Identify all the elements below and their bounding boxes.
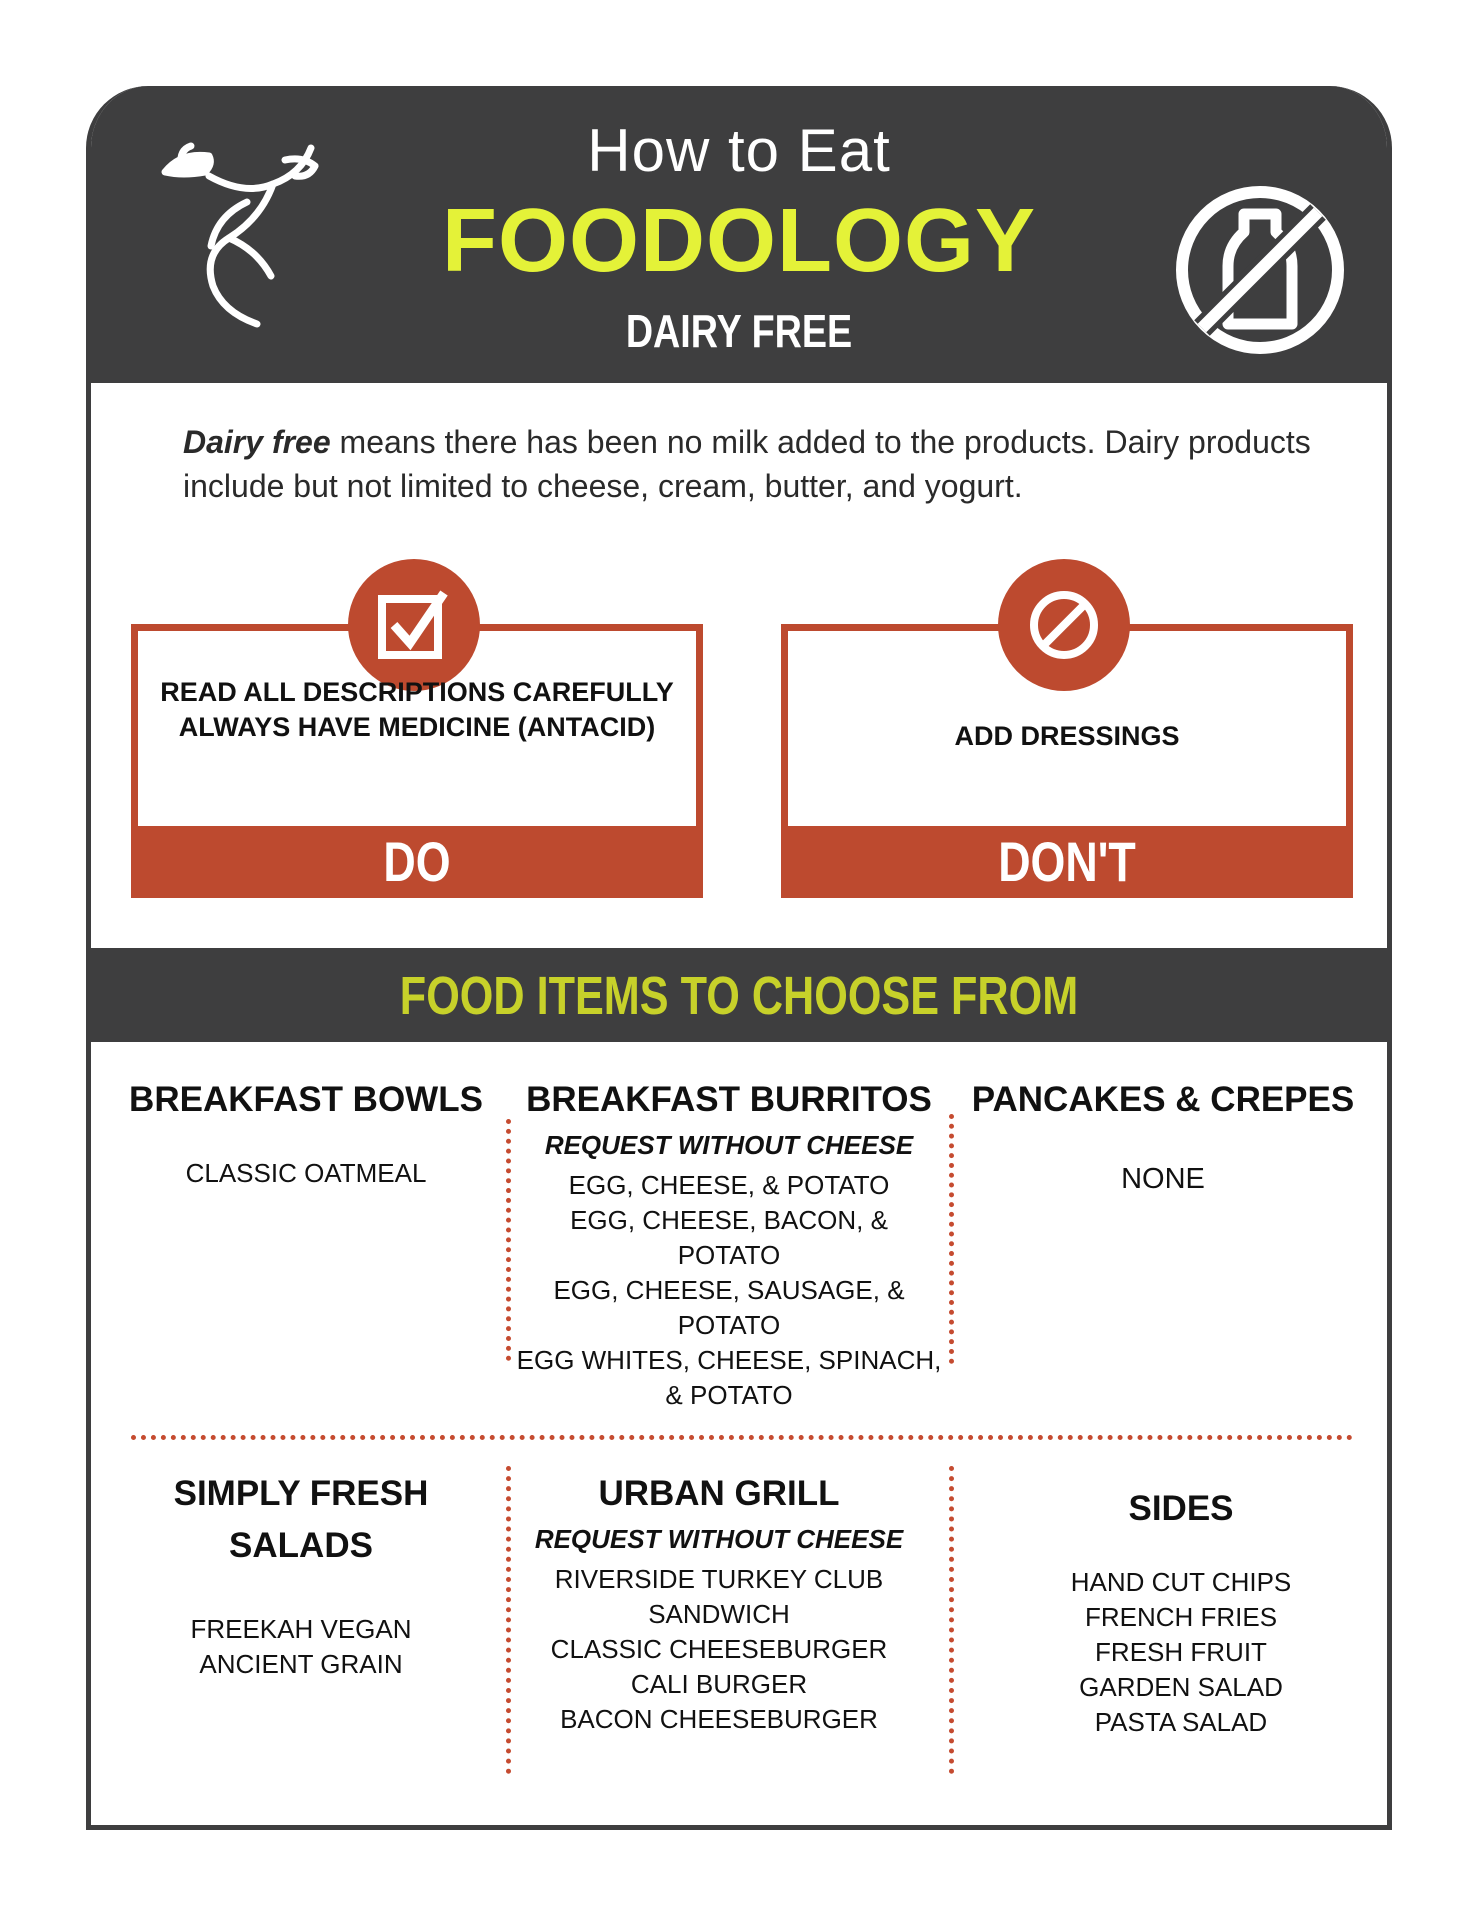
category-note: REQUEST WITHOUT CHEESE [544,1130,914,1160]
category-title: SIDES [1128,1489,1234,1528]
category-note: REQUEST WITHOUT CHEESE [534,1524,904,1554]
header [91,86,1387,383]
no-milk-icon [1172,182,1348,358]
menu-item: CLASSIC OATMEAL [185,1158,427,1188]
checkbox-icon [374,585,454,665]
dont-badge [998,559,1130,691]
menu-item: CLASSIC CHEESEBURGER [550,1634,888,1664]
menu-item: GARDEN SALAD [1079,1672,1283,1702]
brand-title: FOODOLOGY [442,191,1036,291]
category-items [511,1562,927,1737]
menu-item: ANCIENT GRAIN [199,1649,403,1679]
prohibited-icon [1024,585,1104,665]
menu-item: FREEKAH VEGAN [190,1614,412,1644]
category-breakfast-bowls [111,1074,501,1191]
menu-item: RIVERSIDE TURKEY CLUB [554,1564,884,1594]
dairy-free-card [86,86,1392,1830]
menu-item: CALI BURGER [630,1669,808,1699]
divider-horizontal [131,1435,1353,1440]
menu-item: PASTA SALAD [1094,1707,1268,1737]
page-subtitle: DAIRY FREE [625,305,853,357]
category-title: BREAKFAST BURRITOS [526,1080,932,1119]
section-title: FOOD ITEMS TO CHOOSE FROM [399,966,1079,1026]
category-title: URBAN GRILL [598,1474,840,1513]
category-items [131,1612,471,1682]
do-line: ALWAYS HAVE MEDICINE (ANTACID) [178,712,656,742]
menu-item: FRENCH FRIES [1084,1602,1278,1632]
do-text [138,675,696,745]
category-title: BREAKFAST BOWLS [129,1080,483,1119]
do-box [131,624,703,898]
menu-item: NONE [1121,1163,1205,1195]
dont-line: ADD DRESSINGS [954,721,1180,751]
category-title: SIMPLY FRESH SALADS [173,1474,429,1565]
dairy-free-definition [183,420,1333,508]
dont-text [788,719,1346,754]
menu-item: BACON CHEESEBURGER [560,1704,878,1734]
category-items [511,1168,947,1413]
do-badge [348,559,480,691]
category-items [953,1162,1373,1197]
dont-label-bar [781,826,1353,898]
category-items [971,1565,1391,1740]
menu-item: EGG, CHEESE, BACON, & [570,1205,888,1235]
do-line: READ ALL DESCRIPTIONS CAREFULLY [160,677,674,707]
menu-item: HAND CUT CHIPS [1070,1567,1292,1597]
definition-term: Dairy free [183,424,331,460]
category-simply-fresh-salads [131,1468,471,1682]
definition-text: means there has been no milk added to the products. Dairy products include but not limited to cheese, cream, butter, and yogurt. [183,424,1311,504]
menu-item: POTATO [677,1240,781,1270]
how-to-eat-text: How to Eat [587,117,891,184]
do-label: DO [383,830,451,893]
menu-item: EGG WHITES, CHEESE, SPINACH, [516,1345,942,1375]
menu-item: & POTATO [665,1380,793,1410]
dont-label: DON'T [998,830,1136,893]
category-urban-grill [511,1468,927,1737]
menu-item: POTATO [677,1310,781,1340]
divider-vertical [949,1466,954,1774]
category-breakfast-burritos [511,1074,947,1413]
category-pancakes-crepes [953,1074,1373,1197]
menu-item: SANDWICH [648,1599,790,1629]
section-band [91,948,1387,1042]
category-items [111,1156,501,1191]
category-title: PANCAKES & CREPES [971,1080,1355,1119]
dont-box [781,624,1353,898]
menu-item: EGG, CHEESE, SAUSAGE, & [553,1275,905,1305]
do-label-bar [131,826,703,898]
menu-item: EGG, CHEESE, & POTATO [568,1170,890,1200]
menu-item: FRESH FRUIT [1095,1637,1267,1667]
category-sides [971,1483,1391,1740]
